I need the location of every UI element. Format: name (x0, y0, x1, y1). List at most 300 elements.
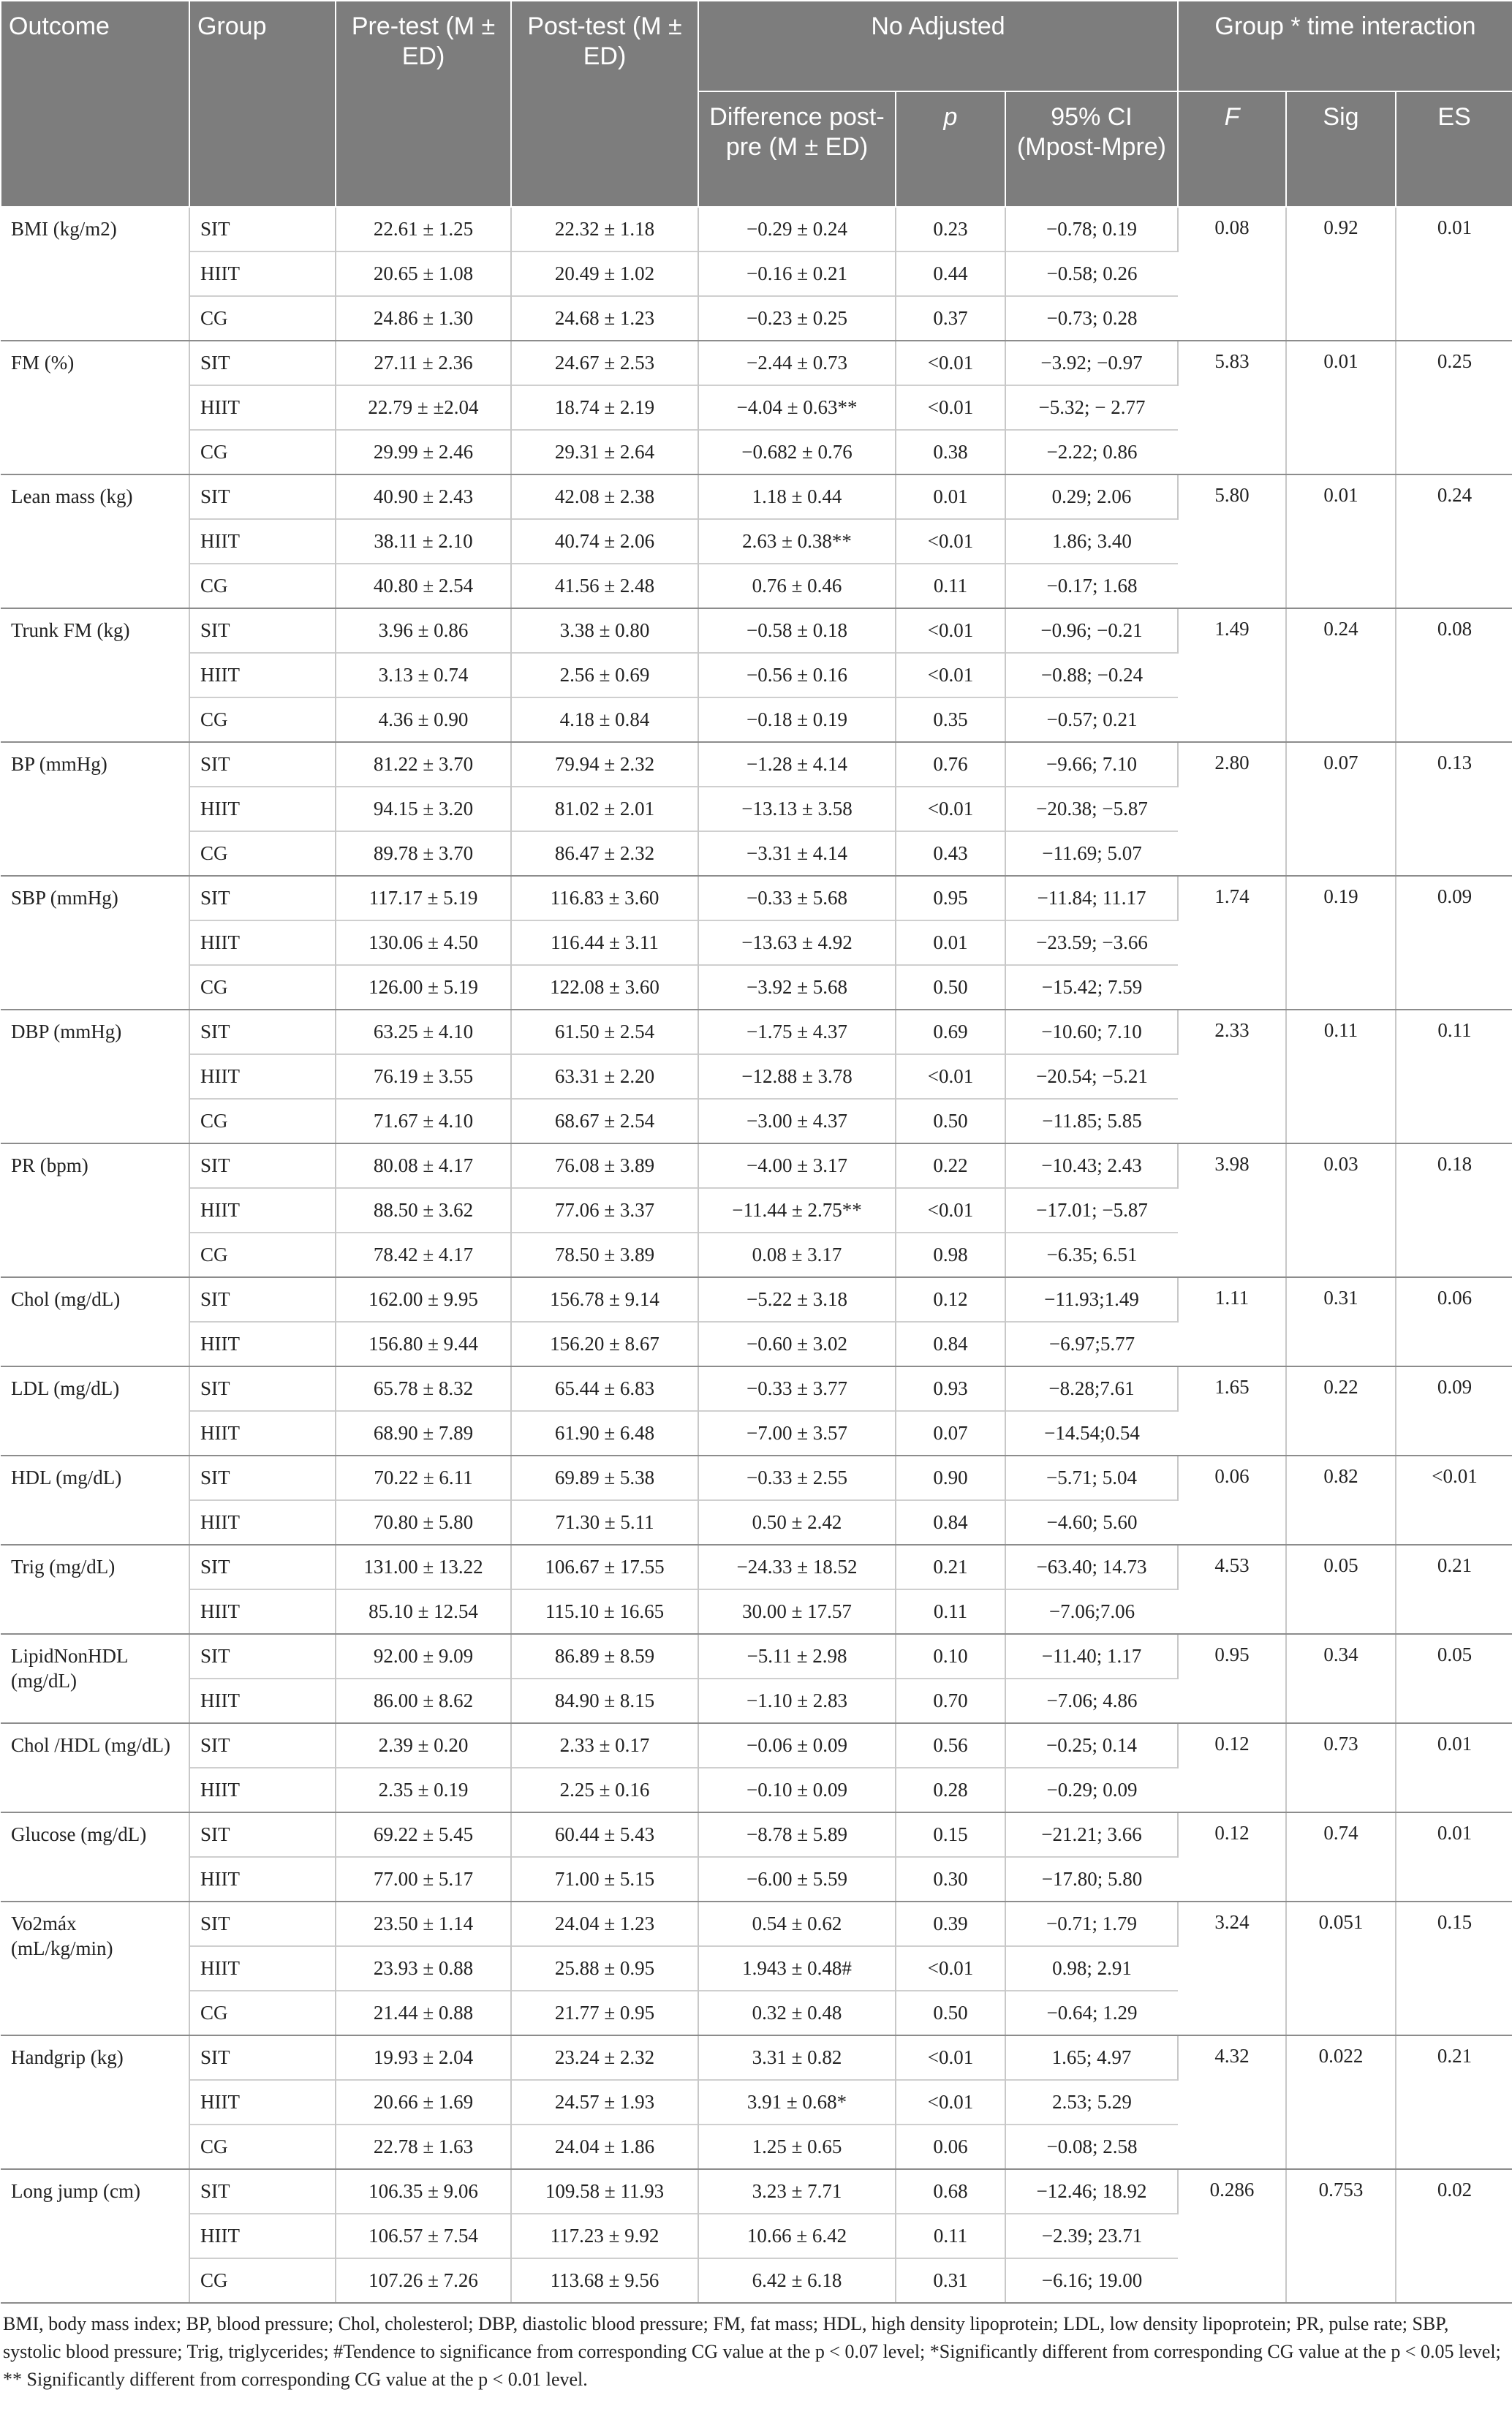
sig-cell: 0.11 (1286, 1010, 1396, 1143)
post-test-cell: 2.33 ± 0.17 (511, 1723, 698, 1768)
ci-cell: −11.69; 5.07 (1005, 831, 1178, 876)
p-value-cell: 0.98 (896, 1233, 1005, 1277)
post-test-cell: 24.68 ± 1.23 (511, 296, 698, 341)
ci-cell: −0.71; 1.79 (1005, 1902, 1178, 1946)
difference-cell: −0.16 ± 0.21 (698, 251, 896, 296)
post-test-cell: 20.49 ± 1.02 (511, 251, 698, 296)
post-test-cell: 79.94 ± 2.32 (511, 742, 698, 787)
group-cell: SIT (189, 1277, 336, 1322)
es-cell: 0.13 (1396, 742, 1512, 876)
outcome-cell: Lean mass (kg) (1, 474, 189, 608)
p-value-cell: <0.01 (896, 1188, 1005, 1233)
es-cell: 0.15 (1396, 1902, 1512, 2035)
pre-test-cell: 80.08 ± 4.17 (336, 1143, 511, 1188)
outcome-cell: SBP (mmHg) (1, 876, 189, 1010)
header-row-1 (1, 1, 1512, 91)
pre-test-cell: 89.78 ± 3.70 (336, 831, 511, 876)
group-cell: CG (189, 831, 336, 876)
pre-test-cell: 81.22 ± 3.70 (336, 742, 511, 787)
sig-cell: 0.051 (1286, 1902, 1396, 2035)
pre-test-cell: 68.90 ± 7.89 (336, 1411, 511, 1456)
outcome-cell: LipidNonHDL (mg/dL) (1, 1634, 189, 1723)
ci-cell: −11.93;1.49 (1005, 1277, 1178, 1322)
sig-cell: 0.01 (1286, 474, 1396, 608)
group-cell: HIIT (189, 2080, 336, 2125)
p-value-cell: 0.93 (896, 1366, 1005, 1411)
ci-cell: −4.60; 5.60 (1005, 1500, 1178, 1545)
group-cell: SIT (189, 341, 336, 385)
pre-test-cell: 107.26 ± 7.26 (336, 2258, 511, 2303)
difference-cell: −1.10 ± 2.83 (698, 1679, 896, 1723)
post-test-cell: 4.18 ± 0.84 (511, 697, 698, 742)
difference-cell: −5.11 ± 2.98 (698, 1634, 896, 1679)
f-cell: 0.06 (1178, 1456, 1286, 1545)
p-value-cell: 0.43 (896, 831, 1005, 876)
es-cell: 0.01 (1396, 1812, 1512, 1902)
difference-cell: 0.32 ± 0.48 (698, 1991, 896, 2035)
post-test-cell: 29.31 ± 2.64 (511, 430, 698, 474)
table-row (1, 1010, 1512, 1054)
p-value-cell: 0.11 (896, 1589, 1005, 1634)
post-test-cell: 41.56 ± 2.48 (511, 564, 698, 608)
group-cell: HIIT (189, 920, 336, 965)
ci-cell: −10.43; 2.43 (1005, 1143, 1178, 1188)
group-cell: HIIT (189, 251, 336, 296)
pre-test-cell: 23.93 ± 0.88 (336, 1946, 511, 1991)
p-value-cell: <0.01 (896, 787, 1005, 831)
difference-cell: −3.00 ± 4.37 (698, 1099, 896, 1143)
table-row (1, 2169, 1512, 2214)
table-row (1, 2035, 1512, 2080)
pre-test-cell: 70.22 ± 6.11 (336, 1456, 511, 1500)
group-cell: CG (189, 1099, 336, 1143)
f-cell: 1.49 (1178, 608, 1286, 742)
f-cell: 3.24 (1178, 1902, 1286, 2035)
post-test-cell: 24.57 ± 1.93 (511, 2080, 698, 2125)
es-cell: 0.11 (1396, 1010, 1512, 1143)
ci-cell: −12.46; 18.92 (1005, 2169, 1178, 2214)
group-cell: HIIT (189, 519, 336, 564)
ci-cell: −0.73; 0.28 (1005, 296, 1178, 341)
difference-cell: −0.29 ± 0.24 (698, 207, 896, 251)
group-cell: SIT (189, 608, 336, 653)
post-test-cell: 69.89 ± 5.38 (511, 1456, 698, 1500)
group-cell: HIIT (189, 1411, 336, 1456)
pre-test-cell: 156.80 ± 9.44 (336, 1322, 511, 1366)
ci-cell: −6.35; 6.51 (1005, 1233, 1178, 1277)
ci-cell: −2.22; 0.86 (1005, 430, 1178, 474)
p-value-cell: 0.11 (896, 564, 1005, 608)
table-row (1, 1456, 1512, 1500)
es-cell: 0.21 (1396, 2035, 1512, 2169)
p-value-cell: 0.28 (896, 1768, 1005, 1812)
header-es: ES (1396, 91, 1512, 207)
ci-cell: −0.64; 1.29 (1005, 1991, 1178, 2035)
table-row (1, 341, 1512, 385)
difference-cell: 30.00 ± 17.57 (698, 1589, 896, 1634)
group-cell: SIT (189, 2035, 336, 2080)
sig-cell: 0.92 (1286, 207, 1396, 341)
p-value-cell: <0.01 (896, 341, 1005, 385)
p-value-cell: <0.01 (896, 2035, 1005, 2080)
group-cell: SIT (189, 1902, 336, 1946)
post-test-cell: 63.31 ± 2.20 (511, 1054, 698, 1099)
group-cell: CG (189, 564, 336, 608)
header-difference: Difference post-pre (M ± ED) (698, 91, 896, 207)
difference-cell: −7.00 ± 3.57 (698, 1411, 896, 1456)
p-value-cell: 0.50 (896, 1991, 1005, 2035)
difference-cell: 10.66 ± 6.42 (698, 2214, 896, 2258)
table-row (1, 876, 1512, 920)
post-test-cell: 2.25 ± 0.16 (511, 1768, 698, 1812)
p-value-cell: 0.07 (896, 1411, 1005, 1456)
post-test-cell: 84.90 ± 8.15 (511, 1679, 698, 1723)
pre-test-cell: 3.96 ± 0.86 (336, 608, 511, 653)
sig-cell: 0.24 (1286, 608, 1396, 742)
f-cell: 2.80 (1178, 742, 1286, 876)
difference-cell: −2.44 ± 0.73 (698, 341, 896, 385)
es-cell: 0.02 (1396, 2169, 1512, 2303)
pre-test-cell: 19.93 ± 2.04 (336, 2035, 511, 2080)
es-cell: 0.25 (1396, 341, 1512, 474)
pre-test-cell: 4.36 ± 0.90 (336, 697, 511, 742)
group-cell: CG (189, 2125, 336, 2169)
p-value-cell: 0.68 (896, 2169, 1005, 2214)
pre-test-cell: 65.78 ± 8.32 (336, 1366, 511, 1411)
pre-test-cell: 24.86 ± 1.30 (336, 296, 511, 341)
ci-cell: −7.06;7.06 (1005, 1589, 1178, 1634)
post-test-cell: 2.56 ± 0.69 (511, 653, 698, 697)
group-cell: SIT (189, 1545, 336, 1589)
p-value-cell: 0.69 (896, 1010, 1005, 1054)
post-test-cell: 61.50 ± 2.54 (511, 1010, 698, 1054)
p-value-cell: 0.31 (896, 2258, 1005, 2303)
ci-cell: −63.40; 14.73 (1005, 1545, 1178, 1589)
p-value-cell: 0.12 (896, 1277, 1005, 1322)
ci-cell: −15.42; 7.59 (1005, 965, 1178, 1010)
header-pre-test: Pre-test (M ± ED) (336, 1, 511, 207)
difference-cell: −13.63 ± 4.92 (698, 920, 896, 965)
sig-cell: 0.01 (1286, 341, 1396, 474)
f-cell: 3.98 (1178, 1143, 1286, 1277)
pre-test-cell: 88.50 ± 3.62 (336, 1188, 511, 1233)
group-cell: SIT (189, 1723, 336, 1768)
ci-cell: −0.08; 2.58 (1005, 2125, 1178, 2169)
outcome-cell: FM (%) (1, 341, 189, 474)
outcome-cell: Vo2máx (mL/kg/min) (1, 1902, 189, 2035)
ci-cell: −5.32; − 2.77 (1038, 396, 1146, 418)
f-cell: 0.12 (1178, 1723, 1286, 1812)
difference-cell: 0.08 ± 3.17 (698, 1233, 896, 1277)
header-no-adjusted: No Adjusted (698, 1, 1178, 91)
pre-test-cell: 71.67 ± 4.10 (336, 1099, 511, 1143)
table-footnote: BMI, body mass index; BP, blood pressure; Chol, cholesterol; DBP, diastolic blood pressure; FM, fat mass; HDL, high density lipoprotein; LDL, low density lipoprotein; PR, pulse rate; SBP, systolic blood pressure; Trig, triglycerides; #Tendence to significance from corresponding CG value at the p < 0.07 level; *Significantly different from corresponding CG value at the p < 0.05 level; ** Significantly different from corresponding CG value at the p < 0.01 level. (3, 2313, 1501, 2390)
pre-test-cell: 3.13 ± 0.74 (336, 653, 511, 697)
ci-cell: −10.60; 7.10 (1005, 1010, 1178, 1054)
ci-cell: −6.97;5.77 (1005, 1322, 1178, 1366)
p-value-cell: 0.70 (896, 1679, 1005, 1723)
pre-test-cell: 20.65 ± 1.08 (336, 251, 511, 296)
post-test-cell: 113.68 ± 9.56 (511, 2258, 698, 2303)
difference-cell: 0.76 ± 0.46 (698, 564, 896, 608)
p-value-cell: <0.01 (896, 653, 1005, 697)
ci-cell: −0.25; 0.14 (1005, 1723, 1178, 1768)
group-cell: CG (189, 965, 336, 1010)
group-cell: SIT (189, 474, 336, 519)
table-header (1, 1, 1512, 207)
post-test-cell: 24.04 ± 1.86 (511, 2125, 698, 2169)
p-value-cell: 0.56 (896, 1723, 1005, 1768)
table-row (1, 1634, 1512, 1679)
sig-cell: 0.74 (1286, 1812, 1396, 1902)
group-cell: SIT (189, 2169, 336, 2214)
f-cell: 4.32 (1178, 2035, 1286, 2169)
table-row (1, 1545, 1512, 1589)
difference-cell: −0.58 ± 0.18 (698, 608, 896, 653)
p-value-cell: 0.84 (896, 1322, 1005, 1366)
pre-test-cell: 22.61 ± 1.25 (336, 207, 511, 251)
difference-cell: −0.682 ± 0.76 (698, 430, 896, 474)
p-value-cell: 0.38 (896, 430, 1005, 474)
p-value-cell: <0.01 (896, 1946, 1005, 1991)
ci-cell: −0.57; 0.21 (1005, 697, 1178, 742)
es-cell: 0.01 (1396, 207, 1512, 341)
table-row (1, 1143, 1512, 1188)
pre-test-cell: 2.35 ± 0.19 (336, 1768, 511, 1812)
difference-cell: −0.33 ± 3.77 (698, 1366, 896, 1411)
post-test-cell: 156.78 ± 9.14 (511, 1277, 698, 1322)
group-cell: CG (189, 296, 336, 341)
outcome-cell: HDL (mg/dL) (1, 1456, 189, 1545)
header-post-test: Post-test (M ± ED) (511, 1, 698, 207)
group-cell: CG (189, 697, 336, 742)
post-test-cell: 86.89 ± 8.59 (511, 1634, 698, 1679)
ci-cell: −0.96; −0.21 (1005, 608, 1178, 653)
pre-test-cell: 106.57 ± 7.54 (336, 2214, 511, 2258)
post-test-cell: 24.04 ± 1.23 (511, 1902, 698, 1946)
table-row (1, 1902, 1512, 1946)
p-value-cell: 0.22 (896, 1143, 1005, 1188)
table-row (1, 742, 1512, 787)
es-cell: 0.08 (1396, 608, 1512, 742)
difference-cell: −12.88 ± 3.78 (698, 1054, 896, 1099)
post-test-cell: 81.02 ± 2.01 (511, 787, 698, 831)
difference-cell: −6.00 ± 5.59 (698, 1857, 896, 1902)
difference-cell: −1.75 ± 4.37 (698, 1010, 896, 1054)
ci-cell: −21.21; 3.66 (1005, 1812, 1178, 1857)
p-value-cell: 0.23 (896, 207, 1005, 251)
f-cell: 5.80 (1178, 474, 1286, 608)
ci-cell: −20.54; −5.21 (1036, 1065, 1148, 1087)
ci-cell: 2.53; 5.29 (1052, 2091, 1132, 2113)
pre-test-cell: 40.90 ± 2.43 (336, 474, 511, 519)
outcome-cell: BMI (kg/m2) (1, 207, 189, 341)
p-value-cell: 0.76 (896, 742, 1005, 787)
difference-cell: −3.92 ± 5.68 (698, 965, 896, 1010)
group-cell: SIT (189, 1010, 336, 1054)
header-interaction: Group * time interaction (1178, 1, 1512, 91)
sig-cell: 0.05 (1286, 1545, 1396, 1634)
pre-test-cell: 131.00 ± 13.22 (336, 1545, 511, 1589)
difference-cell: −0.33 ± 5.68 (698, 876, 896, 920)
f-cell: 0.286 (1178, 2169, 1286, 2303)
post-test-cell: 71.30 ± 5.11 (511, 1500, 698, 1545)
difference-cell: 3.23 ± 7.71 (698, 2169, 896, 2214)
group-cell: HIIT (189, 1768, 336, 1812)
difference-cell: −0.60 ± 3.02 (698, 1322, 896, 1366)
pre-test-cell: 106.35 ± 9.06 (336, 2169, 511, 2214)
pre-test-cell: 92.00 ± 9.09 (336, 1634, 511, 1679)
difference-cell: −0.10 ± 0.09 (698, 1768, 896, 1812)
difference-cell: −11.44 ± 2.75** (698, 1188, 896, 1233)
pre-test-cell: 22.79 ± ±2.04 (336, 385, 511, 430)
difference-cell: −3.31 ± 4.14 (698, 831, 896, 876)
post-test-cell: 116.83 ± 3.60 (511, 876, 698, 920)
es-cell: 0.24 (1396, 474, 1512, 608)
group-cell: HIIT (189, 1679, 336, 1723)
p-value-cell: 0.10 (896, 1634, 1005, 1679)
p-value-cell: <0.01 (896, 519, 1005, 564)
group-cell: SIT (189, 1812, 336, 1857)
ci-cell: −23.59; −3.66 (1036, 931, 1148, 953)
post-test-cell: 68.67 ± 2.54 (511, 1099, 698, 1143)
post-test-cell: 61.90 ± 6.48 (511, 1411, 698, 1456)
post-test-cell: 24.67 ± 2.53 (511, 341, 698, 385)
pre-test-cell: 162.00 ± 9.95 (336, 1277, 511, 1322)
group-cell: SIT (189, 742, 336, 787)
ci-cell: −2.39; 23.71 (1041, 2225, 1143, 2247)
f-cell: 1.65 (1178, 1366, 1286, 1456)
post-test-cell: 76.08 ± 3.89 (511, 1143, 698, 1188)
outcome-cell: Handgrip (kg) (1, 2035, 189, 2169)
pre-test-cell: 2.39 ± 0.20 (336, 1723, 511, 1768)
ci-cell: −11.84; 11.17 (1005, 876, 1178, 920)
difference-cell: 3.31 ± 0.82 (698, 2035, 896, 2080)
f-cell: 1.74 (1178, 876, 1286, 1010)
p-value-cell: 0.44 (896, 251, 1005, 296)
sig-cell: 0.82 (1286, 1456, 1396, 1545)
group-cell: SIT (189, 207, 336, 251)
ci-cell: −14.54;0.54 (1005, 1411, 1178, 1456)
p-value-cell: 0.84 (896, 1500, 1005, 1545)
difference-cell: 1.943 ± 0.48# (698, 1946, 896, 1991)
table-row (1, 1723, 1512, 1768)
difference-cell: 1.25 ± 0.65 (698, 2125, 896, 2169)
pre-test-cell: 20.66 ± 1.69 (336, 2080, 511, 2125)
pre-test-cell: 23.50 ± 1.14 (336, 1902, 511, 1946)
ci-cell: −8.28;7.61 (1005, 1366, 1178, 1411)
post-test-cell: 86.47 ± 2.32 (511, 831, 698, 876)
post-test-cell: 117.23 ± 9.92 (511, 2214, 698, 2258)
difference-cell: −24.33 ± 18.52 (698, 1545, 896, 1589)
header-outcome: Outcome (1, 1, 189, 207)
group-cell: CG (189, 2258, 336, 2303)
p-value-cell: 0.39 (896, 1902, 1005, 1946)
p-value-cell: <0.01 (896, 1054, 1005, 1099)
f-cell: 1.11 (1178, 1277, 1286, 1366)
post-test-cell: 116.44 ± 3.11 (511, 920, 698, 965)
ci-cell: −11.40; 1.17 (1005, 1634, 1178, 1679)
header-ci: 95% CI (Mpost-Mpre) (1005, 91, 1178, 207)
post-test-cell: 25.88 ± 0.95 (511, 1946, 698, 1991)
p-value-cell: <0.01 (896, 608, 1005, 653)
difference-cell: −4.00 ± 3.17 (698, 1143, 896, 1188)
difference-cell: −0.56 ± 0.16 (698, 653, 896, 697)
es-cell: 0.18 (1396, 1143, 1512, 1277)
outcome-cell: PR (bpm) (1, 1143, 189, 1277)
post-test-cell: 122.08 ± 3.60 (511, 965, 698, 1010)
post-test-cell: 60.44 ± 5.43 (511, 1812, 698, 1857)
table-row (1, 608, 1512, 653)
outcome-cell: Long jump (cm) (1, 2169, 189, 2303)
header-f: F (1178, 91, 1286, 207)
post-test-cell: 40.74 ± 2.06 (511, 519, 698, 564)
ci-cell: −0.58; 0.26 (1046, 262, 1138, 284)
ci-cell: −3.92; −0.97 (1005, 341, 1178, 385)
es-cell: 0.05 (1396, 1634, 1512, 1723)
f-cell: 0.08 (1178, 207, 1286, 341)
f-cell: 0.95 (1178, 1634, 1286, 1723)
p-value-cell: 0.50 (896, 965, 1005, 1010)
outcome-cell: Glucose (mg/dL) (1, 1812, 189, 1902)
difference-cell: −0.18 ± 0.19 (698, 697, 896, 742)
ci-cell: −20.38; −5.87 (1036, 798, 1148, 820)
difference-cell: 2.63 ± 0.38** (698, 519, 896, 564)
ci-cell: −11.85; 5.85 (1005, 1099, 1178, 1143)
outcome-cell: Chol /HDL (mg/dL) (1, 1723, 189, 1812)
es-cell: <0.01 (1396, 1456, 1512, 1545)
f-cell: 2.33 (1178, 1010, 1286, 1143)
es-cell: 0.21 (1396, 1545, 1512, 1634)
ci-cell: 1.86; 3.40 (1052, 530, 1132, 552)
f-cell: 5.83 (1178, 341, 1286, 474)
post-test-cell: 3.38 ± 0.80 (511, 608, 698, 653)
p-value-cell: 0.01 (896, 920, 1005, 965)
group-cell: SIT (189, 1634, 336, 1679)
post-test-cell: 156.20 ± 8.67 (511, 1322, 698, 1366)
group-cell: HIIT (189, 1946, 336, 1991)
pre-test-cell: 70.80 ± 5.80 (336, 1500, 511, 1545)
ci-cell: 0.29; 2.06 (1005, 474, 1178, 519)
pre-test-cell: 77.00 ± 5.17 (336, 1857, 511, 1902)
table-row (1, 474, 1512, 519)
group-cell: CG (189, 1233, 336, 1277)
outcome-cell: Trunk FM (kg) (1, 608, 189, 742)
sig-cell: 0.34 (1286, 1634, 1396, 1723)
ci-cell: −5.71; 5.04 (1005, 1456, 1178, 1500)
pre-test-cell: 130.06 ± 4.50 (336, 920, 511, 965)
pre-test-cell: 40.80 ± 2.54 (336, 564, 511, 608)
p-value-cell: 0.50 (896, 1099, 1005, 1143)
es-cell: 0.09 (1396, 876, 1512, 1010)
post-test-cell: 42.08 ± 2.38 (511, 474, 698, 519)
group-cell: HIIT (189, 1500, 336, 1545)
pre-test-cell: 78.42 ± 4.17 (336, 1233, 511, 1277)
p-value-cell: 0.95 (896, 876, 1005, 920)
post-test-cell: 78.50 ± 3.89 (511, 1233, 698, 1277)
pre-test-cell: 27.11 ± 2.36 (336, 341, 511, 385)
ci-cell: −17.80; 5.80 (1005, 1857, 1178, 1902)
pre-test-cell: 86.00 ± 8.62 (336, 1679, 511, 1723)
group-cell: HIIT (189, 385, 336, 430)
sig-cell: 0.753 (1286, 2169, 1396, 2303)
group-cell: SIT (189, 1366, 336, 1411)
ci-cell: 0.98; 2.91 (1052, 1957, 1132, 1979)
pre-test-cell: 22.78 ± 1.63 (336, 2125, 511, 2169)
outcome-cell: DBP (mmHg) (1, 1010, 189, 1143)
ci-cell: −0.29; 0.09 (1005, 1768, 1178, 1812)
ci-cell: −6.16; 19.00 (1005, 2258, 1178, 2303)
